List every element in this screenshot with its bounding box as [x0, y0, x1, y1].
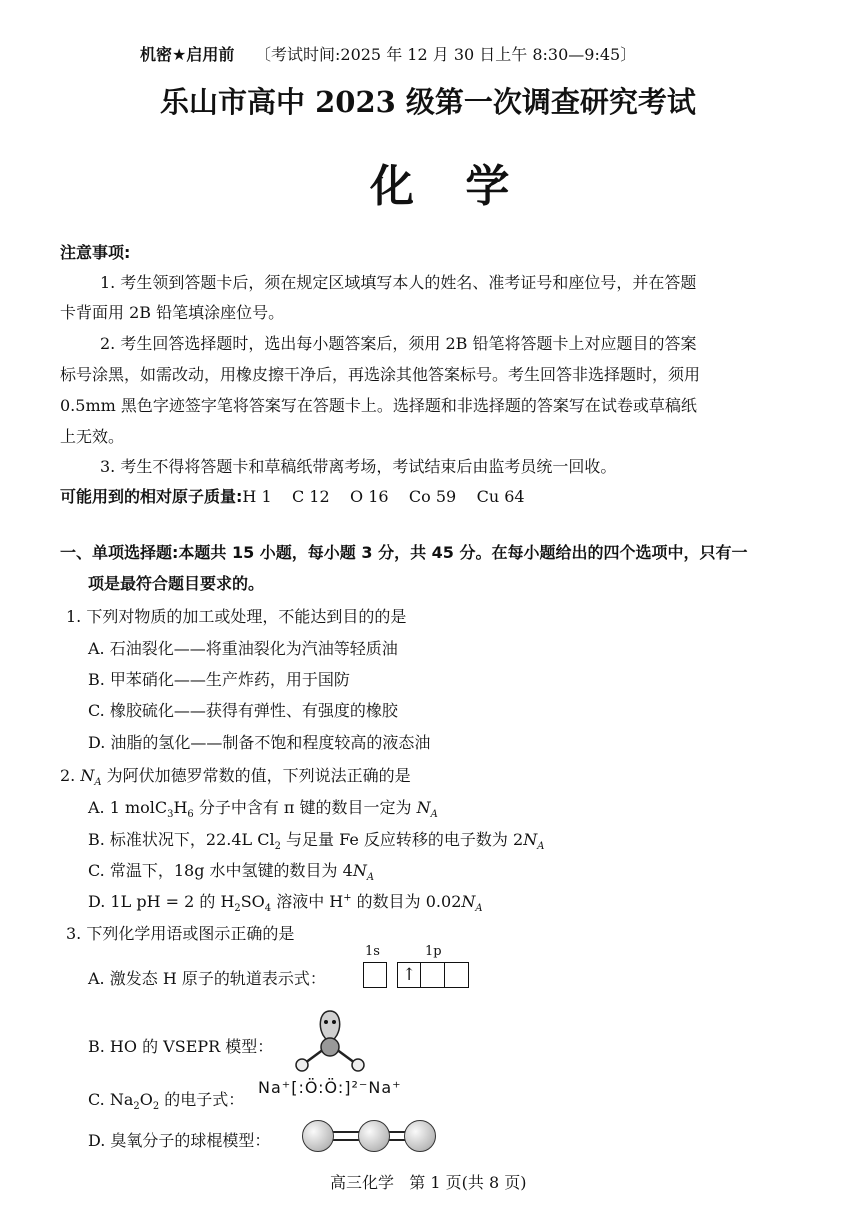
q3-option-a: A. 激发态 H 原子的轨道表示式：: [88, 969, 326, 988]
vsepr-model-icon: [290, 1005, 370, 1075]
orbital-box-1p: [397, 962, 469, 988]
q1-option-c: C. 橡胶硫化——获得有弹性、有强度的橡胶: [88, 701, 398, 720]
q2-option-d: D. 1L pH = 2 的 $H_2SO_4$ 溶液中 H+ 的数目为 $0.02N_A$: [88, 892, 483, 915]
confidential-label: 机密★启用前: [140, 45, 235, 64]
q1-stem: 1. 下列对物质的加工或处理，不能达到目的的是: [66, 607, 407, 626]
q3-option-d: D. 臭氧分子的球棍模型：: [88, 1131, 271, 1150]
ozone-ball-stick-model: [300, 1118, 440, 1154]
section-1-heading-line-2: 项是最符合题目要求的。: [88, 574, 265, 593]
q1-option-b: B. 甲苯硝化——生产炸药，用于国防: [88, 670, 350, 689]
oxygen-atom-right: [404, 1120, 436, 1152]
atomic-masses-label: 可能用到的相对原子质量:: [60, 487, 243, 506]
electron-up-arrow: ↑: [402, 965, 417, 985]
q1-option-d: D. 油脂的氢化——制备不饱和程度较高的液态油: [88, 733, 431, 752]
page-footer: 高三化学 第 1 页(共 8 页): [330, 1173, 527, 1192]
q2-option-b: B. 标准状况下，22.4L $Cl_2$ 与足量 Fe 反应转移的电子数为 $2N_A$: [88, 830, 545, 853]
exam-time: 〔考试时间:2025 年 12 月 30 日上午 8:30—9:45〕: [255, 45, 637, 64]
q3-option-b: B. HO 的 VSEPR 模型：: [88, 1037, 274, 1056]
note-1-line-1: 1. 考生领到答题卡后，须在规定区域填写本人的姓名、准考证号和座位号，并在答题: [100, 273, 697, 292]
q3-stem: 3. 下列化学用语或图示正确的是: [66, 924, 295, 943]
q2-stem: 2. $N_A$ 为阿伏加德罗常数的值，下列说法正确的是: [60, 766, 411, 789]
q3-option-c: C. $Na_2O_2$ 的电子式：: [88, 1090, 245, 1113]
subject-title: 化 学: [370, 161, 528, 212]
note-3: 3. 考生不得将答题卡和草稿纸带离考场，考试结束后由监考员统一回收。: [100, 457, 617, 476]
orbital-1p-label: 1p: [425, 944, 442, 959]
oxygen-atom-center: [358, 1120, 390, 1152]
note-1-line-2: 卡背面用 2B 铅笔填涂座位号。: [60, 303, 285, 322]
section-1-heading-line-1: 一、单项选择题:本题共 15 小题，每小题 3 分，共 45 分。在每小题给出的四个选项中，只有一: [60, 543, 748, 562]
q2-option-c: C. 常温下，18g 水中氢键的数目为 $4N_A$: [88, 861, 374, 884]
notes-heading: 注意事项:: [60, 243, 131, 262]
q1-option-a: A. 石油裂化——将重油裂化为汽油等轻质油: [88, 639, 398, 658]
orbital-1s-label: 1s: [365, 944, 380, 959]
note-2-line-2: 标号涂黑，如需改动，用橡皮擦干净后，再选涂其他答案标号。考生回答非选择题时，须用: [60, 365, 701, 384]
oxygen-atom-left: [302, 1120, 334, 1152]
atomic-masses: [60, 484, 525, 507]
na2o2-electron-formula: Na⁺[:Ö:Ö:]²⁻Na⁺: [258, 1078, 402, 1097]
q2-option-a: A. 1 $molC_3H_6$ 分子中含有 π 键的数目一定为 $N_A$: [88, 798, 438, 821]
note-2-line-4: 上无效。: [60, 427, 125, 446]
atomic-masses-values: H 1 C 12 O 16 Co 59 Cu 64: [242, 487, 525, 506]
note-2-line-3: 0.5mm 黑色字迹签字笔将答案写在答题卡上。选择题和非选择题的答案写在试卷或草稿纸: [60, 396, 697, 415]
orbital-box-1s: [363, 962, 387, 988]
note-2-line-1: 2. 考生回答选择题时，选出每小题答案后，须用 2B 铅笔将答题卡上对应题目的答案: [100, 334, 697, 353]
exam-title: 乐山市高中 2023 级第一次调查研究考试: [160, 85, 696, 119]
